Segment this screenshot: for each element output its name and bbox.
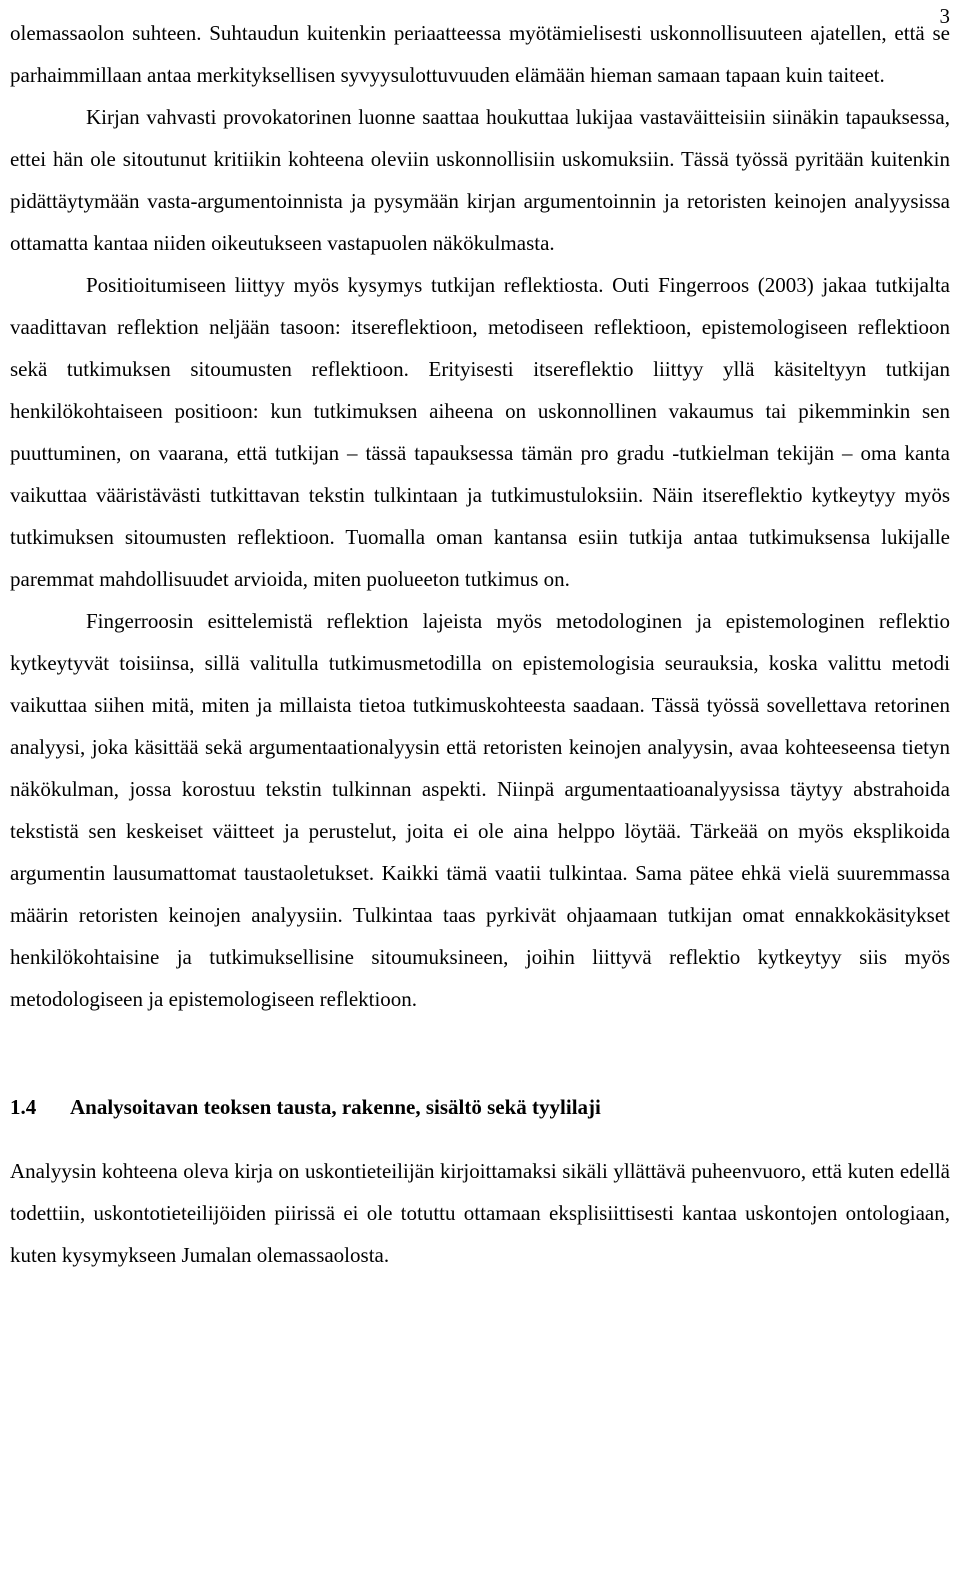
paragraph-methodological-reflection: Fingerroosin esittelemistä reflektion lajeista myös metodologinen ja epistemologinen reflektio kytkeytyvät toisiinsa, sillä valitulla tutkimusmetodilla on epistemologisia seurauksia, koska valittu metodi vaikuttaa siihen mitä, miten ja millaista tietoa tutkimuskohteesta saadaan. Tässä työssä sovellettava retorinen analyysi, joka käsittää sekä argumentaationalyysin että retoristen keinojen analyysin, avaa kohteeseensa tietyn näkökulman, jossa korostuu tekstin tulkinnan aspekti. Niinpä argumentaatioanalyysissa täytyy abstrahoida tekstistä sen keskeiset väitteet ja perustelut, joita ei ole aina helppo löytää. Tärkeää on myös eksplikoida argumentin lausumattomat taustaoletukset. Kaikki tämä vaatii tulkintaa. Sama pätee ehkä vielä suuremmassa määrin retoristen keinojen analyysiin. Tulkintaa taas pyrkivät ohjaamaan tutkijan omat ennakkokäsitykset henkilökohtaisine ja tutkimuksellisine sitoumuksineen, joihin liittyvä reflektio kytkeytyy siis myös metodologiseen ja epistemologiseen reflektioon. [10, 609, 950, 1011]
paragraph-continuation: olemassaolon suhteen. Suhtaudun kuitenkin periaatteessa myötämielisesti uskonnollisuuteen ajatellen, että se parhaimmillaan antaa merkityksellisen syvyysulottuvuuden elämään hieman samaan tapaan kuin taiteet. [10, 21, 950, 87]
section-title: Analysoitavan teoksen tausta, rakenne, sisältö sekä tyylilaji [70, 1095, 601, 1119]
document-body [10, 12, 950, 1276]
paragraph-researcher-reflection: Positioitumiseen liittyy myös kysymys tutkijan reflektiosta. Outi Fingerroos (2003) jakaa tutkijalta vaadittavan reflektion neljään tasoon: itsereflektioon, metodiseen reflektioon, epistemologiseen reflektioon sekä tutkimuksen sitoumusten reflektioon. Erityisesti itsereflektio liittyy yllä käsiteltyyn tutkijan henkilökohtaiseen positioon: kun tutkimuksen aiheena on uskonnollinen vakaumus tai pikemminkin sen puuttuminen, on vaarana, että tutkijan – tässä tapauksessa tämän pro gradu -tutkielman tekijän – oma kanta vaikuttaa vääristävästi tutkittavan tekstin tulkintaan ja tutkimustuloksiin. Näin itsereflektio kytkeytyy myös tutkimuksen sitoumusten reflektioon. Tuomalla oman kantansa esiin tutkija antaa tutkimuksensa lukijalle paremmat mahdollisuudet arvioida, miten puolueeton tutkimus on. [10, 273, 950, 591]
section-heading [10, 1086, 950, 1128]
paragraph-provocative-nature: Kirjan vahvasti provokatorinen luonne saattaa houkuttaa lukijaa vastaväitteisiin siinäkin tapauksessa, ettei hän ole sitoutunut kritiikin kohteena oleviin uskonnollisiin uskomuksiin. Tässä työssä pyritään kuitenkin pidättäytymään vasta-argumentoinnista ja pysymään kirjan argumentoinnin ja retoristen keinojen analyysissa ottamatta kantaa niiden oikeutukseen vastapuolen näkökulmasta. [10, 105, 950, 255]
paragraph-book-background: Analyysin kohteena oleva kirja on uskontieteilijän kirjoittamaksi sikäli yllättävä puheenvuoro, että kuten edellä todettiin, uskontotieteilijöiden piirissä ei ole totuttu ottamaan eksplisiittisesti kantaa uskontojen ontologiaan, kuten kysymykseen Jumalan olemassaolosta. [10, 1159, 950, 1267]
section-number: 1.4 [10, 1095, 37, 1119]
page-number: 3 [939, 4, 950, 28]
